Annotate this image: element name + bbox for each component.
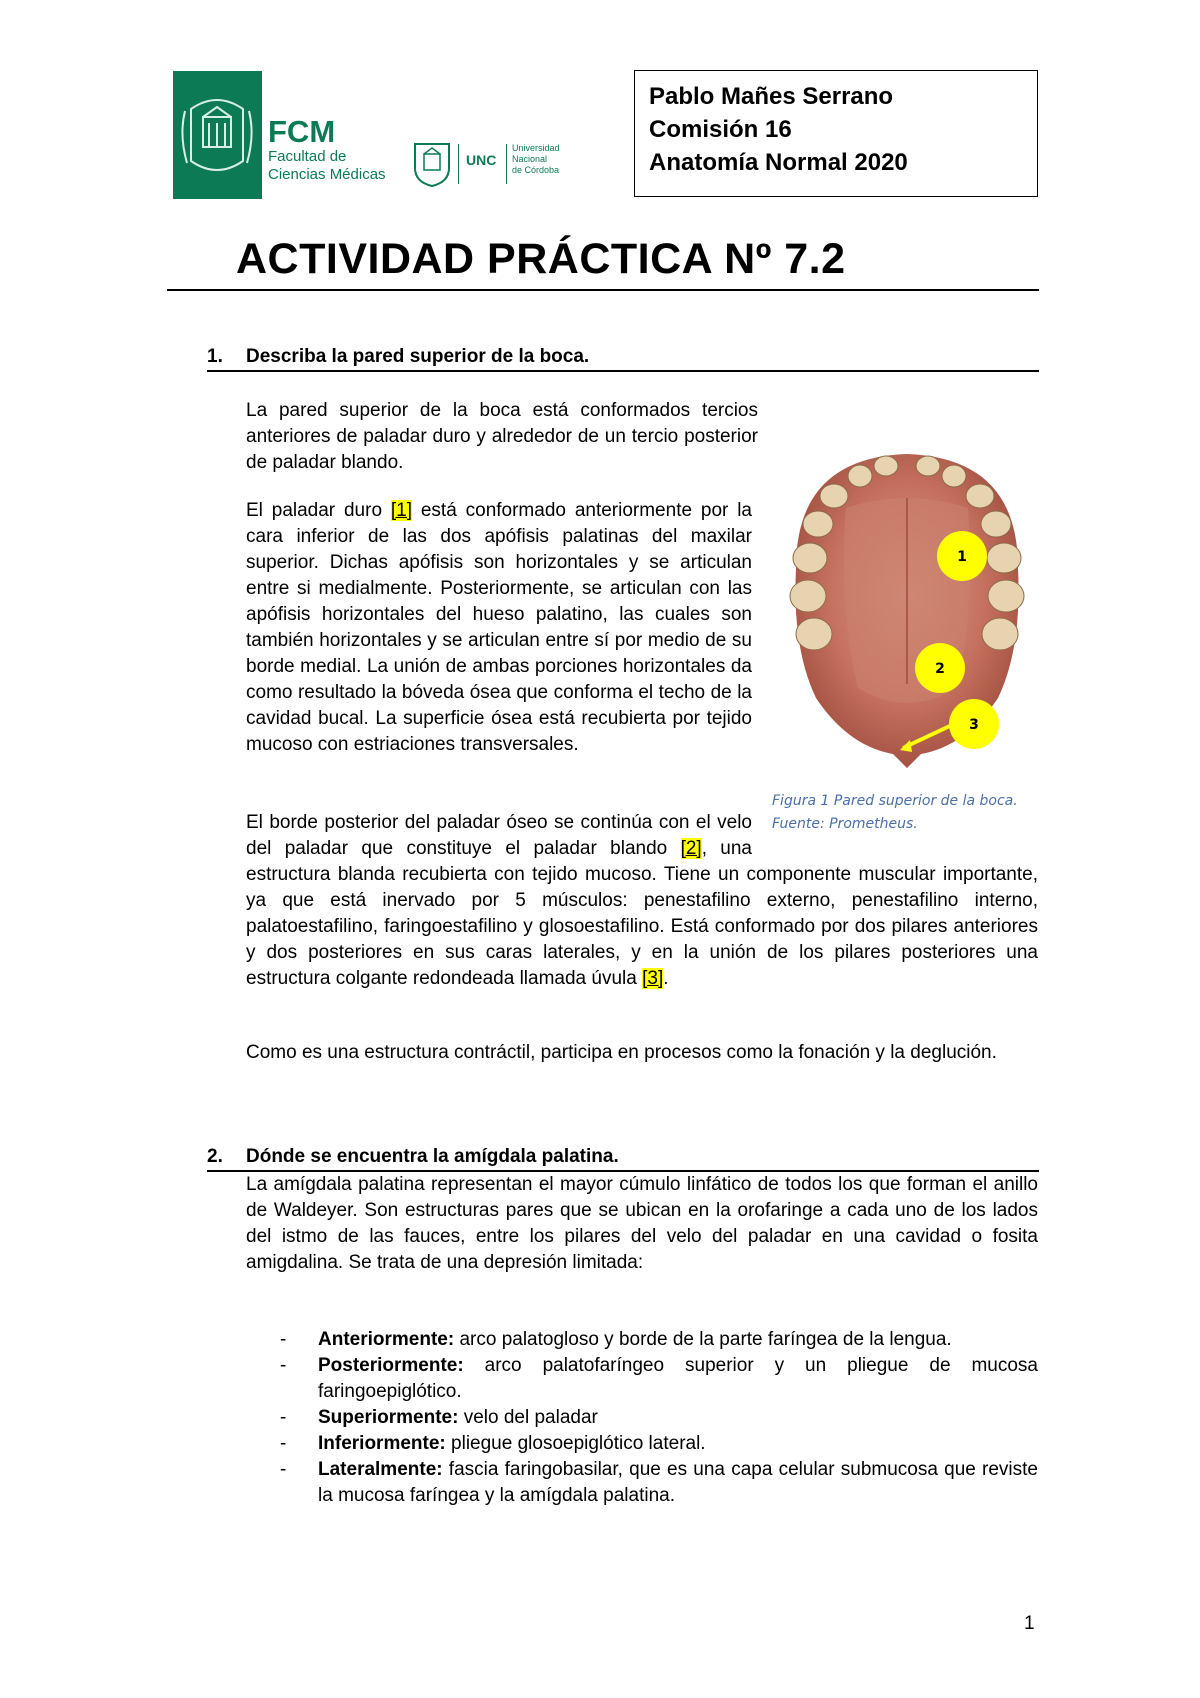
- unc-logo: [412, 140, 574, 188]
- fcm-crest-logo: [173, 71, 262, 199]
- figure-label-2: 2: [935, 661, 945, 677]
- page-number: 1: [1024, 1613, 1035, 1634]
- list-item-term: Inferiormente:: [318, 1433, 446, 1454]
- reference-marker-2: [2]: [680, 838, 702, 859]
- question-1-number: 1.: [207, 346, 223, 367]
- list-item-term: Lateralmente:: [318, 1459, 443, 1480]
- section1-paragraph-2: [246, 498, 752, 758]
- section1-para2-before: El paladar duro: [246, 500, 383, 521]
- fcm-acronym: FCM: [268, 114, 336, 149]
- tonsil-boundaries-list: [280, 1327, 1038, 1509]
- float-spacer-2: [752, 810, 1038, 862]
- student-course: Anatomía Normal 2020: [649, 149, 908, 176]
- figure-label-1: 1: [957, 549, 967, 565]
- unc-line2: Nacional: [512, 154, 548, 164]
- title-rule: [167, 289, 1039, 291]
- question-2-text: Dónde se encuentra la amígdala palatina.: [246, 1146, 619, 1167]
- student-name: Pablo Mañes Serrano: [649, 83, 894, 110]
- palate-figure: [776, 448, 1038, 772]
- unc-line1: Universidad: [512, 143, 560, 153]
- page-title: ACTIVIDAD PRÁCTICA Nº 7.2: [236, 235, 846, 283]
- unc-acronym: UNC: [466, 152, 497, 168]
- student-info-box: [634, 70, 1038, 197]
- student-commission: Comisión 16: [649, 116, 792, 143]
- list-item: - Lateralmente: fascia faringobasilar, que es una capa celular submucosa que reviste la mucosa faríngea y la amígdala palatina.: [280, 1459, 1038, 1506]
- section1-para3-start: El borde posterior del paladar óseo se continúa con el velo del paladar que constituye el paladar blando: [246, 812, 752, 859]
- question-1-rule: [207, 370, 1039, 372]
- list-item-text: arco palatofaríngeo superior y un pliegue de mucosa faringoepiglótico.: [318, 1355, 1038, 1402]
- list-item-term: Anteriormente:: [318, 1329, 455, 1350]
- list-item-term: Superiormente:: [318, 1407, 459, 1428]
- list-item-text: fascia faringobasilar, que es una capa celular submucosa que reviste la mucosa faríngea y la amígdala palatina.: [318, 1459, 1038, 1506]
- list-item: - Anteriormente: arco palatogloso y borde de la parte faríngea de la lengua.: [280, 1329, 952, 1350]
- section2-paragraph-1: La amígdala palatina representan el mayor cúmulo linfático de todos los que forman el anillo de Waldeyer. Son estructuras pares que se ubican en la orofaringe a cada uno de los lados del istmo de las fauces, entre los pilares del velo del paladar en una cavidad o fosita amigdalina. Se trata de una depresión limitada:: [246, 1174, 1038, 1273]
- fcm-line2: Ciencias Médicas: [268, 166, 386, 183]
- section1-para3-end: .: [663, 968, 669, 989]
- list-item: - Inferiormente: pliegue glosoepiglótico lateral.: [280, 1433, 706, 1454]
- list-item-term: Posteriormente:: [318, 1355, 464, 1376]
- fcm-line1: Facultad de: [268, 148, 347, 165]
- section1-para3-middle: , una estructura blanda recubierta con tejido mucoso. Tiene un componente muscular importante, ya que está inervado por 5 músculos: penestafilino externo, penestafilino interno, palatoestafilino, faringoestafilino y glosoestafilino. Está conformado por dos pilares anteriores y dos posteriores en sus caras laterales, y en la unión de los pilares posteriores una estructura colgante redondeada llamada úvula: [246, 838, 1038, 989]
- list-item: - Posteriormente: arco palatofaríngeo superior y un pliegue de mucosa faringoepiglótico.: [280, 1355, 1038, 1402]
- section1-paragraph-4: Como es una estructura contráctil, participa en procesos como la fonación y la deglución.: [246, 1042, 997, 1063]
- figure-caption-line2: Fuente: Prometheus.: [772, 816, 918, 832]
- question-1-text: Describa la pared superior de la boca.: [246, 346, 590, 367]
- question-2-number: 2.: [207, 1146, 223, 1167]
- list-item-text: pliegue glosoepiglótico lateral.: [445, 1433, 706, 1454]
- list-item-text: velo del paladar: [458, 1407, 598, 1428]
- figure-caption-line1: Figura 1 Pared superior de la boca.: [772, 793, 1018, 809]
- list-item-text: arco palatogloso y borde de la parte faríngea de la lengua.: [454, 1329, 952, 1350]
- figure-label-3: 3: [969, 717, 979, 733]
- section1-para1-text: La pared superior de la boca está conformados tercios anteriores de paladar duro y alrededor de un tercio posterior de paladar blando.: [246, 400, 758, 473]
- reference-marker-1: [1]: [390, 500, 412, 521]
- reference-marker-3: [3]: [642, 968, 664, 989]
- fcm-logo-text: [268, 116, 386, 184]
- unc-line3: de Córdoba: [512, 165, 560, 175]
- section1-paragraph-3: [246, 810, 1038, 992]
- list-item: - Superiormente: velo del paladar: [280, 1407, 598, 1428]
- section1-para2-after: está conformado anteriormente por la cara inferior de las dos apófisis palatinas del maxilar superior. Dichas apófisis son horizontales y se articulan entre si medialmente. Posteriormente, se articulan con las apófisis horizontales del hueso palatino, las cuales son también horizontales y se articulan entre sí por medio de su borde medial. La unión de ambas porciones horizontales da como resultado la bóveda ósea que conforma el techo de la cavidad bucal. La superficie ósea está recubierta por tejido mucoso con estriaciones transversales.: [246, 500, 752, 755]
- unc-shield-icon: [412, 140, 452, 188]
